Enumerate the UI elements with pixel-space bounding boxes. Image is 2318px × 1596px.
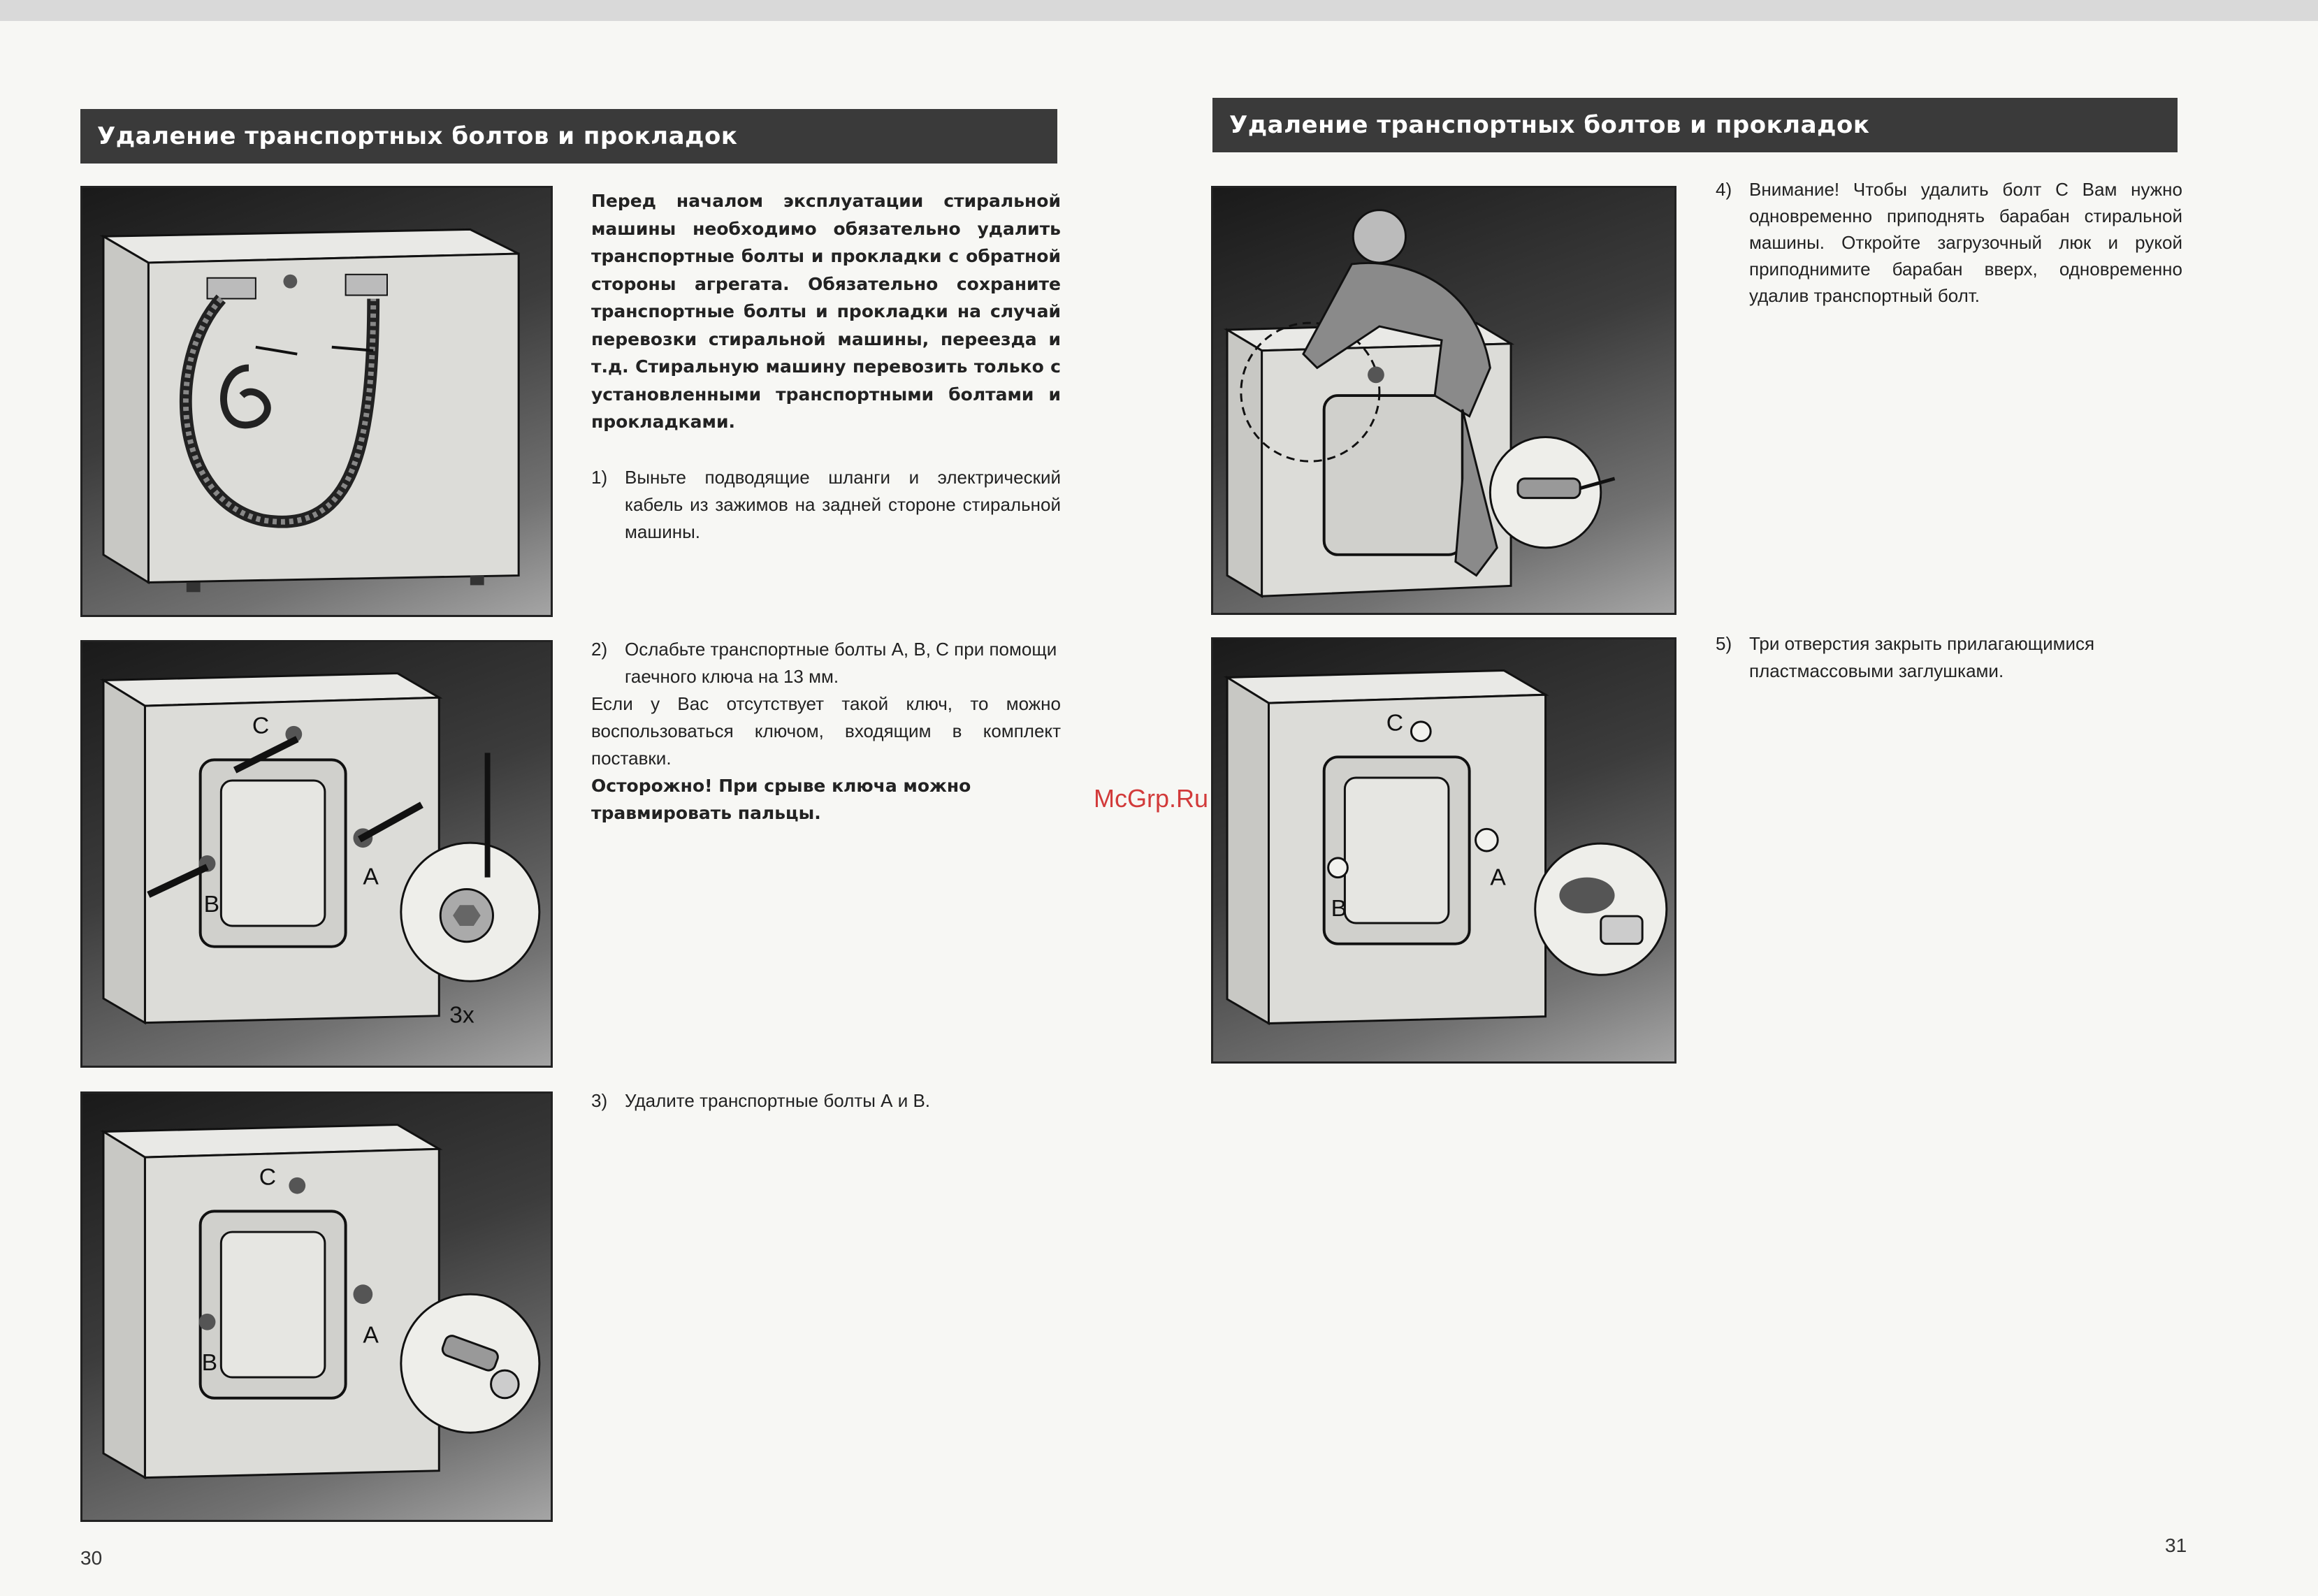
- figure-plugs: [1211, 637, 1676, 1064]
- step-1-number: 1): [591, 467, 608, 488]
- step-5: [1716, 630, 2182, 685]
- fig2-label-c: C: [252, 713, 270, 739]
- figure-lift-drum: [1211, 186, 1676, 615]
- fig5-label-c: C: [1386, 710, 1404, 737]
- watermark: McGrp.Ru: [1094, 784, 1209, 813]
- figure-back-hoses: [80, 186, 553, 617]
- fig3-label-a: A: [363, 1322, 379, 1349]
- right-section-header: Удаление транспортных болтов и прокладок: [1212, 98, 2178, 152]
- step-3: [591, 1087, 1061, 1115]
- fig5-label-a: A: [1490, 864, 1506, 891]
- step-5-number: 5): [1716, 633, 1732, 654]
- fig3-label-c: C: [259, 1164, 277, 1191]
- fig2-label-count: 3x: [449, 1002, 475, 1029]
- step-4-text: Внимание! Чтобы удалить болт С Вам нужно одновременно приподнять барабан стиральной машины. Откройте загрузочный люк и рукой приподнимите барабан вверх, одновременно удалив транспортный болт.: [1749, 179, 2182, 306]
- step-4-number: 4): [1716, 179, 1732, 200]
- step-2-note: Если у Вас отсутствует такой ключ, то можно воспользоваться ключом, входящим в комплект поставки.: [591, 693, 1061, 769]
- step-4: [1716, 176, 2182, 309]
- top-scan-edge: [0, 0, 2318, 21]
- step-3-text: Удалите транспортные болты А и В.: [625, 1090, 931, 1111]
- fig3-label-b: B: [201, 1350, 218, 1377]
- fig2-label-a: A: [363, 864, 379, 890]
- step-5-text: Три отверстия закрыть прилагающимися пластмассовыми заглушками.: [1749, 633, 2095, 681]
- step-2-warning: Осторожно! При срыве ключа можно травмировать пальцы.: [591, 776, 971, 823]
- step-1-text: Выньте подводящие шланги и электрический кабель из зажимов на задней стороне стиральной машины.: [625, 467, 1061, 542]
- step-2-text: Ослабьте транспортные болты А, В, С при помощи гаечного ключа на 13 мм.: [625, 639, 1057, 687]
- right-page-number: 31: [2165, 1535, 2187, 1556]
- step-1: [591, 464, 1061, 546]
- left-section-header: Удаление транспортных болтов и прокладок: [80, 109, 1057, 164]
- step-2-number: 2): [591, 639, 608, 660]
- left-page-number: 30: [80, 1547, 103, 1569]
- figure-remove-bolts: [80, 1091, 553, 1522]
- step-2: [591, 636, 1061, 827]
- fig2-label-b: B: [203, 892, 220, 918]
- intro-text: Перед началом эксплуатации стиральной машины необходимо обязательно удалить транспортные болты и прокладки с обратной стороны агрегата. Обязательно сохраните транспортные болты и прокладки на случай перевозки стиральной машины, переезда и т.д. Стиральную машину перевозить только с установленными транспортными болтами и прокладками.: [591, 191, 1061, 432]
- figure-loosen-bolts: [80, 640, 553, 1068]
- step-3-number: 3): [591, 1090, 608, 1111]
- fig5-label-b: B: [1331, 896, 1347, 922]
